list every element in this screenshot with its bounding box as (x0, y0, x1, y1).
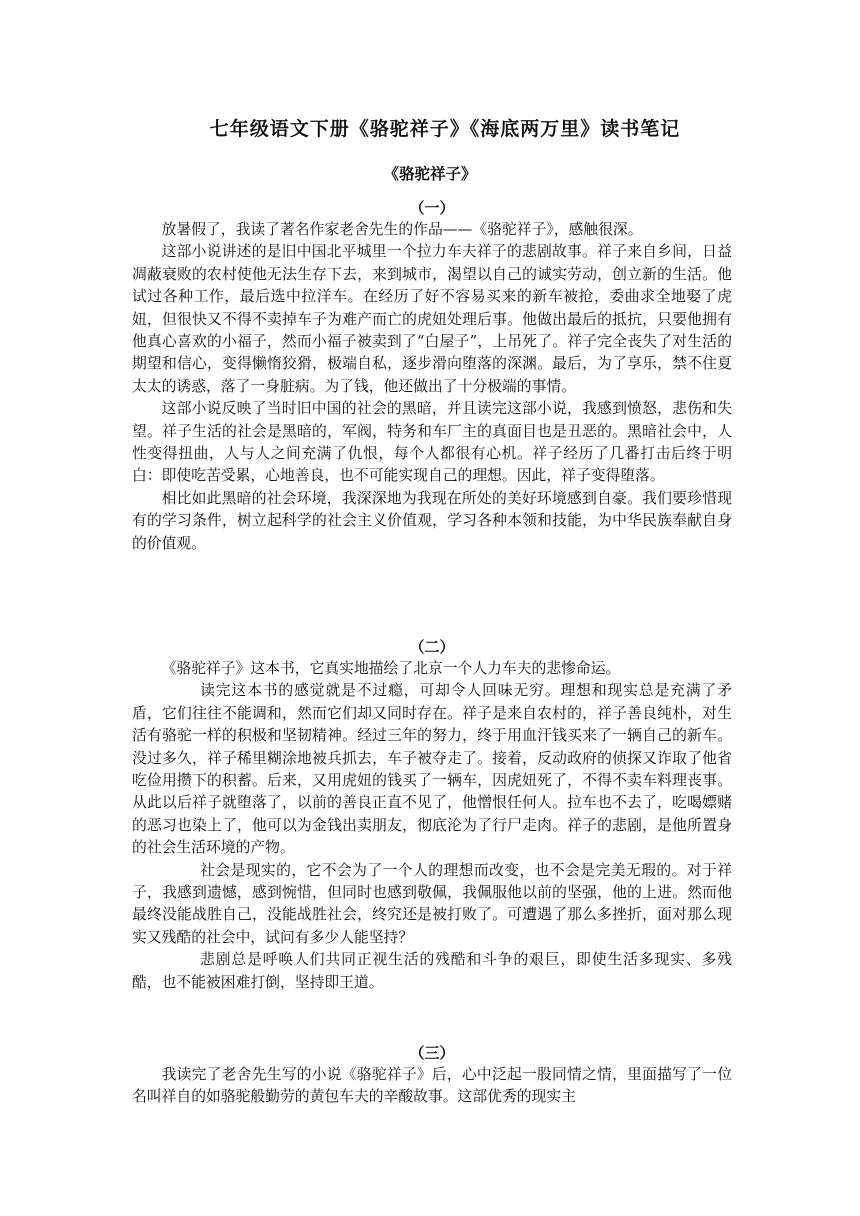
section-2 (132, 636, 732, 994)
paragraph: 社会是现实的，它不会为了一个人的理想而改变，也不会是完美无瑕的。对于祥子，我感到遗憾，感到惋惜，但同时也感到敬佩，我佩服他以前的坚强，他的上进。然而他最终没能战胜自己，没能战胜社会，终究还是被打败了。可遭遇了那么多挫折，面对那么现实又残酷的社会中，试问有多少人能坚持？ (132, 861, 732, 946)
paragraph: 放暑假了，我读了著名作家老舍先生的作品——《骆驼祥子》，感触很深。 (161, 221, 643, 238)
paragraph: 我读完了老舍先生写的小说《骆驼祥子》后，心中泛起一股同情之情，里面描写了一位名叫祥自的如骆驼般勤劳的黄包车夫的辛酸故事。这部优秀的现实主 (132, 1066, 732, 1106)
paragraph: 这部小说反映了当时旧中国的社会的黑暗，并且读完这部小说，我感到愤怒，悲伤和失望。祥子生活的社会是黑暗的，军阀，特务和车厂主的真面目也是丑恶的。黑暗社会中，人性变得扭曲，人与人之间充满了仇恨，每个人都很有心机。祥子经历了几番打击后终于明白：即使吃苦受累，心地善良，也不可能实现自己的理想。因此，祥子变得堕落。 (132, 400, 732, 485)
section-1 (132, 197, 732, 555)
section-heading: （三） (409, 1044, 455, 1062)
paragraph: 这部小说讲述的是旧中国北平城里一个拉力车夫祥子的悲剧故事。祥子来自乡间，日益凋蔽衰败的农村使他无法生存下去，来到城市，渴望以自己的诚实劳动，创立新的生活。他试过各种工作，最后选中拉洋车。在经历了好不容易买来的新车被抢，委曲求全地娶了虎妞，但很快又不得不卖掉车子为难产而亡的虎妞处理后事。他做出最后的抵抗，只要他拥有他真心喜欢的小福子，然而小福子被卖到了“白屋子”，上吊死了。祥子完全丧失了对生活的期望和信心，变得懒惰狡猾，极端自私，逐步滑向堕落的深渊。最后，为了享乐，禁不住夏太太的诱惑，落了一身脏病。为了钱，他还做出了十分极端的事情。 (132, 243, 732, 395)
paragraph: 相比如此黑暗的社会环境，我深深地为我现在所处的美好环境感到自豪。我们要珍惜现有的学习条件，树立起科学的社会主义价值观，学习各种本领和技能，为中华民族奉献自身的价值观。 (132, 489, 732, 552)
paragraph: 悲剧总是呼唤人们共同正视生活的残酷和斗争的艰巨，即使生活多现实、多残酷，也不能被困难打倒，坚持即王道。 (132, 951, 732, 991)
paragraph: 《骆驼祥子》这本书，它真实地描绘了北京一个人力车夫的悲惨命运。 (161, 660, 621, 677)
book-title: 《骆驼祥子》 (383, 164, 477, 183)
document-title: 七年级语文下册《骆驼祥子》《海底两万里》读书笔记 (209, 118, 681, 140)
section-3 (132, 1042, 732, 1109)
section-heading: （二） (409, 638, 455, 656)
paragraph: 读完这本书的感觉就是不过瘾，可却令人回味无穷。理想和现实总是充满了矛盾，它们往往不能调和，然而它们却又同时存在。祥子是来自农村的，祥子善良纯朴，对生活有骆驼一样的积极和坚韧精神。经过三年的努力，终于用血汗钱买来了一辆自己的新车。没过多久，祥子稀里糊涂地被兵抓去，车子被夺走了。接着，反动政府的侦探又诈取了他省吃俭用攒下的积蓄。后来，又用虎妞的钱买了一辆车，因虎妞死了，不得不卖车料理丧事。从此以后祥子就堕落了，以前的善良正直不见了，他憎恨任何人。拉车也不去了，吃喝嫖赌的恶习也染上了，他可以为金钱出卖朋友，彻底沦为了行尸走肉。祥子的悲剧，是他所置身的社会生活环境的产物。 (132, 682, 732, 857)
section-heading: （一） (409, 199, 455, 217)
